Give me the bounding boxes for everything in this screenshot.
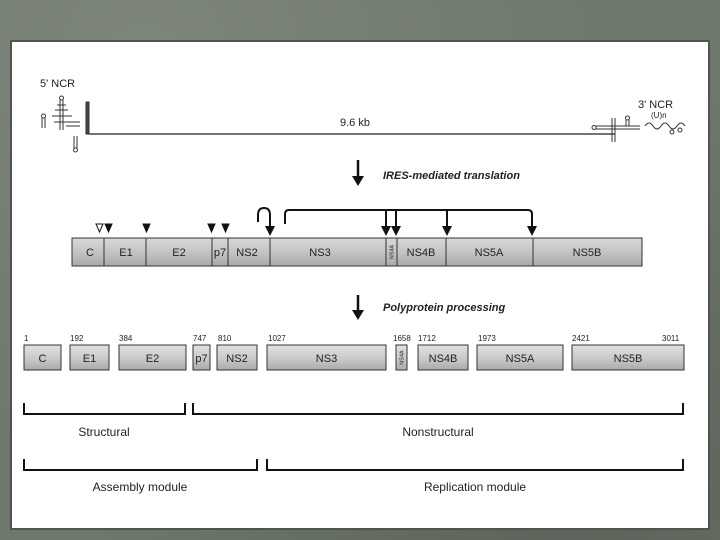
replication-label: Replication module <box>423 480 527 494</box>
translation-label: IRES-mediated translation <box>383 170 520 182</box>
poly-u-label: (U)n <box>651 111 667 120</box>
poly-seg-ns5a: NS5A <box>474 247 504 259</box>
poly-seg-c: C <box>86 247 94 259</box>
structural-bracket <box>24 403 185 414</box>
ns3-protease-cleavage-arrows <box>285 210 537 236</box>
replication-bracket <box>267 459 683 470</box>
protein-name-ns4b: NS4B <box>428 353 458 365</box>
nonstructural-label: Nonstructural <box>402 425 474 439</box>
protein-name-ns4a: NS4A <box>399 350 406 365</box>
poly-seg-ns3: NS3 <box>309 247 331 259</box>
poly-seg-e1: E1 <box>119 247 133 259</box>
pos-c: 1 <box>24 334 29 343</box>
structural-label: Structural <box>78 425 130 439</box>
ires-structure-5prime <box>42 96 90 152</box>
protein-name-e1: E1 <box>82 353 97 365</box>
pos-ns5b: 2421 <box>572 334 590 343</box>
processing-label: Polyprotein processing <box>383 302 506 314</box>
pos-ns5a: 1973 <box>478 334 496 343</box>
protein-name-p7: p7 <box>195 353 208 365</box>
poly-seg-p7: p7 <box>213 247 227 259</box>
nonstructural-bracket <box>193 403 683 414</box>
poly-seg-e2: E2 <box>172 247 186 259</box>
pos-end: 3011 <box>662 334 680 343</box>
pos-p7: 747 <box>193 334 207 343</box>
polyprotein-bar <box>72 238 642 266</box>
ns2-autocleavage-arrow <box>258 208 275 236</box>
pos-ns3: 1027 <box>268 334 286 343</box>
genome-length-label: 9.6 kb <box>340 117 370 129</box>
pos-ns4b: 1712 <box>418 334 436 343</box>
poly-seg-ns5b: NS5B <box>572 247 602 259</box>
processing-step <box>352 295 506 320</box>
poly-seg-ns2: NS2 <box>236 247 258 259</box>
ncr3-label: 3' NCR <box>638 99 674 111</box>
protein-name-ns2: NS2 <box>226 353 248 365</box>
poly-seg-ns4b: NS4B <box>406 247 436 259</box>
ncr5-label: 5' NCR <box>40 78 76 90</box>
protein-name-ns3: NS3 <box>315 353 338 365</box>
utr-structure-3prime <box>592 116 685 142</box>
translation-step <box>352 160 520 186</box>
pos-ns4a: 1658 <box>393 334 411 343</box>
pos-e1: 192 <box>70 334 84 343</box>
pos-ns2: 810 <box>218 334 232 343</box>
processed-proteins <box>24 334 684 370</box>
protein-name-e2: E2 <box>145 353 160 365</box>
assembly-bracket <box>24 459 257 470</box>
assembly-label: Assembly module <box>92 480 188 494</box>
protein-name-ns5b: NS5B <box>613 353 643 365</box>
pos-e2: 384 <box>119 334 133 343</box>
protein-name-c: C <box>38 353 47 365</box>
cleavage-site-markers <box>96 224 229 232</box>
protein-name-ns5a: NS5A <box>505 353 535 365</box>
poly-seg-ns4a: NS4A <box>389 244 396 260</box>
